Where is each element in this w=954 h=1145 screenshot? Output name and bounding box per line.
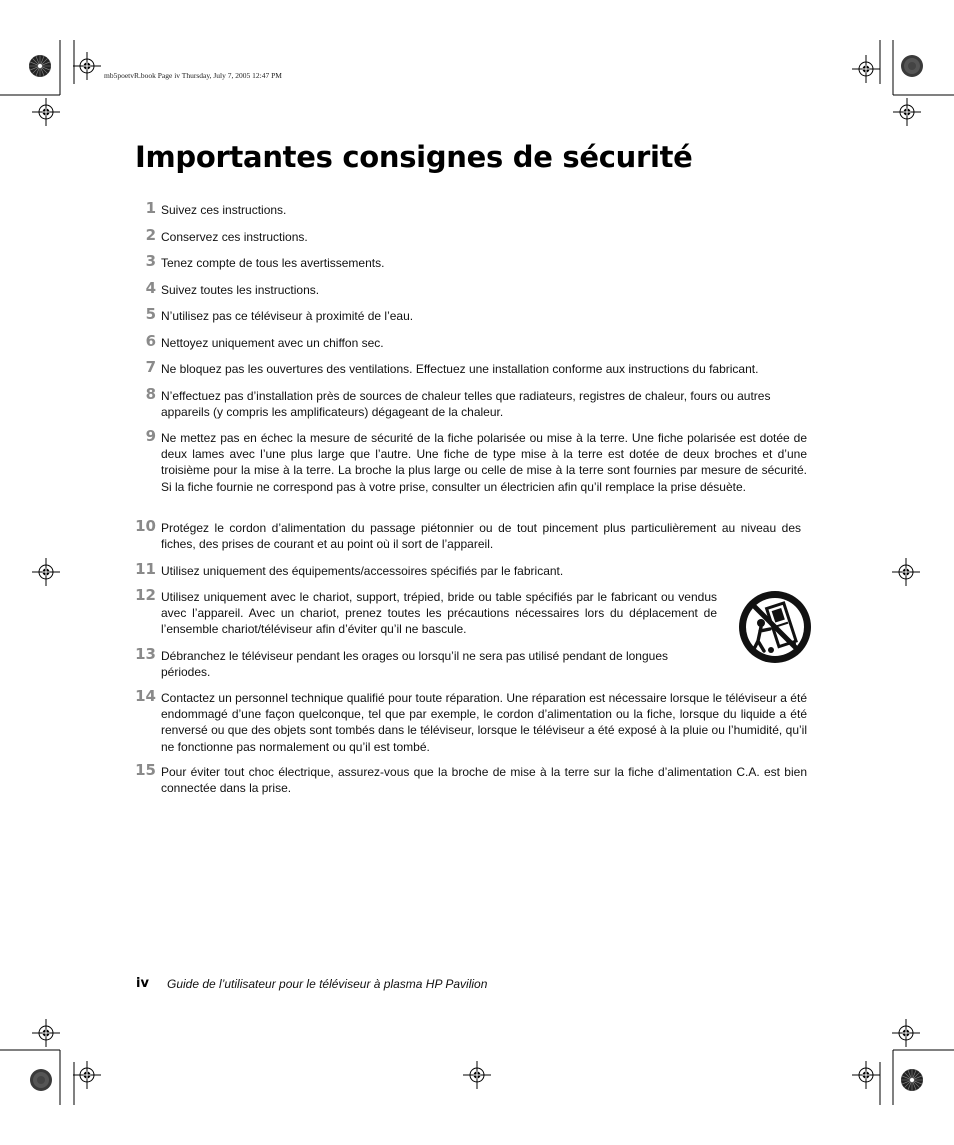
item-text: N’effectuez pas d’installation près de sources de chaleur telles que radiateurs, registres de chaleur, fours ou autres appareils (y compris les amplificateurs) dégageant de la chaleur.	[161, 389, 771, 420]
item-text: Contactez un personnel technique qualifié pour toute réparation. Une réparation est nécessaire lorsque le téléviseur a été endommagé d’une façon quelconque, tel que par exemple, le cordon d’alimentation ou la fiche, lorsque du liquide a été renversé ou que des objets sont tombés dans le téléviseur, lorsque le téléviseur a été exposé à la pluie ou l’humidité, qu’il ne fonctionne pas normalement ou qu’il est tombé.	[161, 691, 807, 754]
page-number: iv	[136, 976, 149, 991]
item-number: 11	[135, 560, 156, 578]
item-number: 12	[135, 586, 156, 604]
print-slug: mb5poetvR.book Page iv Thursday, July 7, 2005 12:47 PM	[104, 71, 282, 80]
item-text: Ne mettez pas en échec la mesure de sécurité de la fiche polarisée ou mise à la terre. Une fiche polarisée est dotée de deux lames avec l’une plus large que l’autre. Une fiche de type mise à la terre est dotée de deux broches et d’une troisième pour la mise à la terre. La broche la plus large ou celle de mise à la terre sont fournies par mesure de sécurité. Si la fiche fournie ne correspond pas à votre prise, consulter un électricien afin qu’il remplace la prise désuète.	[161, 431, 807, 494]
item-number: 14	[135, 687, 156, 705]
item-number: 7	[145, 358, 156, 376]
item-number: 3	[145, 252, 156, 270]
item-text: Suivez ces instructions.	[161, 203, 287, 217]
item-text: Nettoyez uniquement avec un chiffon sec.	[161, 336, 384, 350]
item-number: 5	[145, 305, 156, 323]
item-number: 6	[145, 332, 156, 350]
cart-tipover-warning-icon	[737, 589, 813, 665]
item-text: Suivez toutes les instructions.	[161, 283, 320, 297]
item-text: Ne bloquez pas les ouvertures des ventilations. Effectuez une installation conforme aux instructions du fabricant.	[161, 362, 759, 376]
item-number: 4	[145, 279, 156, 297]
item-text: Utilisez uniquement avec le chariot, support, trépied, bride ou table spécifiés par le fabricant ou vendus avec l’appareil. Avec un chariot, prenez toutes les précautions nécessaires lors du déplacement de l’ensemble chariot/téléviseur afin d’éviter qu’il ne bascule.	[161, 590, 717, 637]
item-text: Conservez ces instructions.	[161, 230, 308, 244]
item-number: 15	[135, 761, 156, 779]
item-number: 10	[135, 517, 156, 535]
item-number: 9	[145, 427, 156, 445]
item-text: Pour éviter tout choc électrique, assurez-vous que la broche de mise à la terre sur la fiche d’alimentation C.A. est bien connectée dans la prise.	[161, 765, 807, 796]
item-text: Utilisez uniquement des équipements/accessoires spécifiés par le fabricant.	[161, 564, 564, 578]
page-title: Importantes consignes de sécurité	[135, 140, 693, 174]
running-footer-title: Guide de l’utilisateur pour le téléviseur à plasma HP Pavilion	[167, 977, 488, 991]
item-text: Tenez compte de tous les avertissements.	[161, 256, 385, 270]
item-text: Protégez le cordon d’alimentation du passage piétonnier ou de tout pincement plus particulièrement au niveau des fiches, des prises de courant et au point où il sort de l’appareil.	[161, 521, 801, 552]
item-number: 1	[145, 199, 156, 217]
item-text: Débranchez le téléviseur pendant les orages ou lorsqu’il ne sera pas utilisé pendant de longues périodes.	[161, 649, 668, 680]
item-text: N’utilisez pas ce téléviseur à proximité de l’eau.	[161, 309, 414, 323]
item-number: 8	[145, 385, 156, 403]
item-number: 13	[135, 645, 156, 663]
item-number: 2	[145, 226, 156, 244]
